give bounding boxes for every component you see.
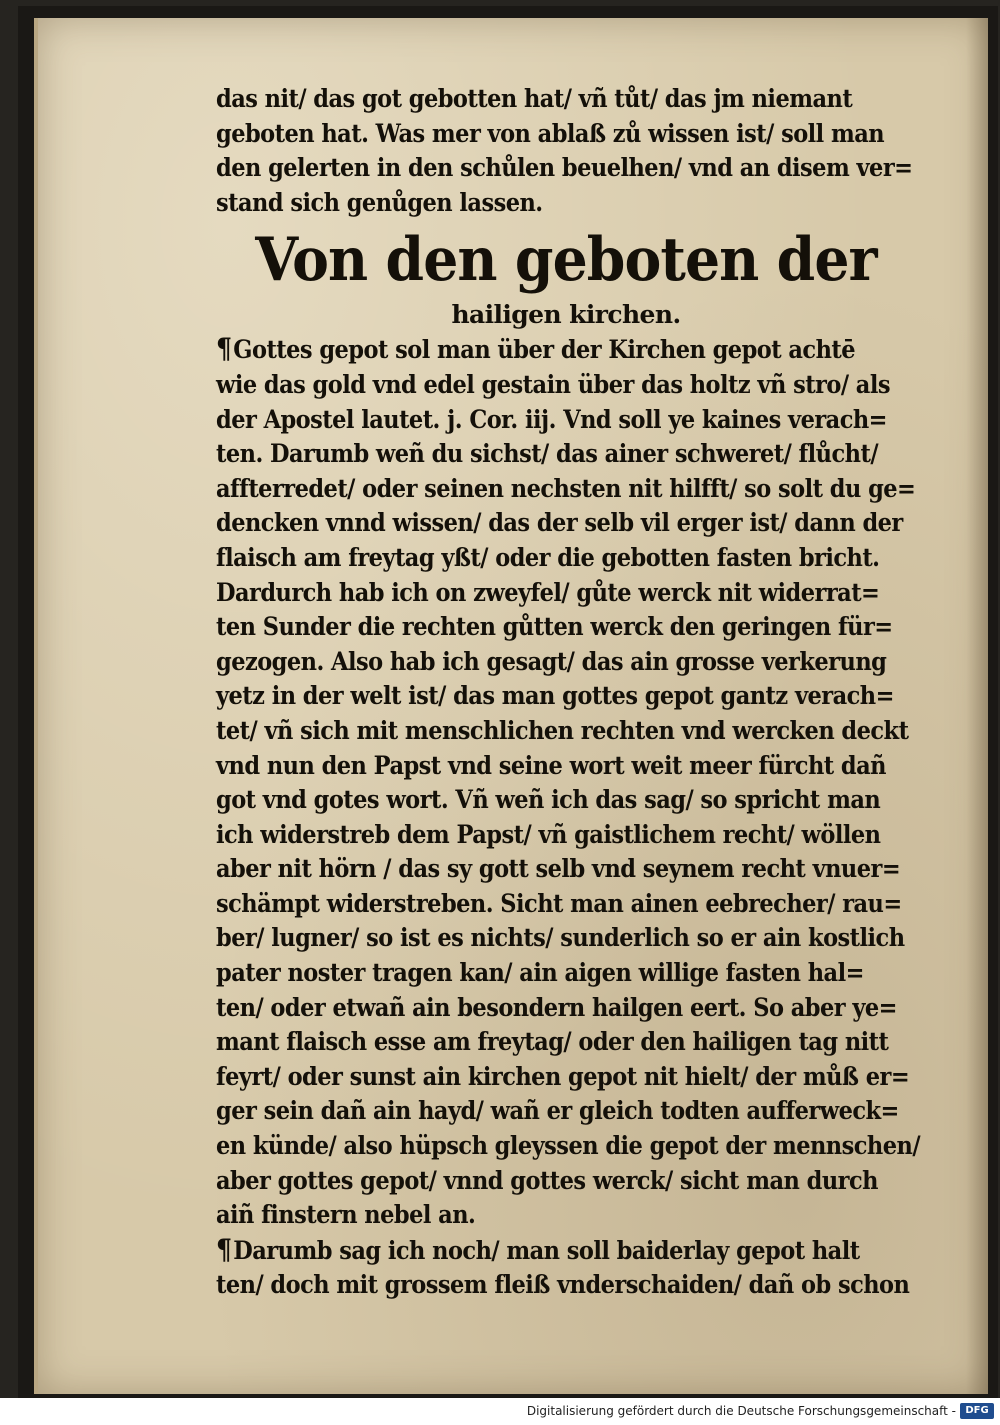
text-line: got vnd gotes wort. Vñ weñ ich das sag/ so spricht man <box>216 785 881 815</box>
text-line: ich widerstreb dem Papst/ vñ gaistlichem recht/ wöllen <box>216 819 881 849</box>
text-line: ten Sunder die rechten gůtten werck den geringen für= <box>216 612 893 642</box>
text-line: vnd nun den Papst vnd seine wort weit meer fürcht dañ <box>216 750 886 780</box>
text-line: aber gottes gepot/ vnnd gottes werck/ sicht man durch <box>216 1165 878 1195</box>
text-line: schämpt widerstreben. Sicht man ainen eebrecher/ rau= <box>216 888 902 918</box>
section-heading: Von den geboten der <box>255 225 877 296</box>
text-line: das nit/ das got gebotten hat/ vñ tůt/ das jm niemant <box>216 84 853 113</box>
text-line: feyrt/ oder sunst ain kirchen gepot nit hielt/ der můß er= <box>216 1061 910 1091</box>
text-line: gezogen. Also hab ich gesagt/ das ain grosse verkerung <box>216 646 887 676</box>
paragraph-1 <box>216 332 921 1232</box>
text-line: geboten hat. Was mer von ablaß zů wissen ist/ soll man <box>216 118 885 148</box>
text-line: aber nit hörn / das sy gott selb vnd seynem recht vnuer= <box>216 854 901 884</box>
text-line: ¶Darumb sag ich noch/ man soll baiderlay gepot halt <box>216 1232 860 1266</box>
text-line: stand sich genůgen lassen. <box>216 187 543 217</box>
text-line: ten/ oder etwañ ain besondern hailgen eert. So aber ye= <box>216 992 897 1022</box>
dfg-logo: DFG <box>960 1403 994 1419</box>
text-line: ten/ doch mit grossem fleiß vnderschaiden/ dañ ob schon <box>216 1270 910 1300</box>
text-line: ten. Darumb weñ du sichst/ das ainer schweret/ flůcht/ <box>216 439 879 469</box>
top-lines <box>216 82 916 220</box>
text-line: ger sein dañ ain hayd/ wañ er gleich todten aufferweck= <box>216 1096 899 1126</box>
text-line: dencken vnnd wissen/ das der selb vil erger ist/ dann der <box>216 508 903 538</box>
text-line: ber/ lugner/ so ist es nichts/ sunderlich so er ain kostlich <box>216 923 905 953</box>
section-subheading: hailigen kirchen. <box>451 300 681 330</box>
text-line: aiñ finstern nebel an. <box>216 1200 476 1230</box>
funding-notice: Digitalisierung gefördert durch die Deutsche Forschungsgemeinschaft - <box>526 1404 956 1418</box>
text-block <box>216 82 921 1303</box>
text-line: den gelerten in den schůlen beuelhen/ vnd an disem ver= <box>216 153 913 183</box>
text-line: wie das gold vnd edel gestain über das holtz vñ stro/ als <box>216 369 890 399</box>
pilcrow-icon: ¶ <box>216 1232 232 1266</box>
page-edge <box>966 18 988 1394</box>
text-line: der Apostel lautet. j. Cor. iij. Vnd soll ye kaines verach= <box>216 404 887 434</box>
paragraph-2 <box>216 1233 916 1303</box>
text-line: mant flaisch esse am freytag/ oder den hailigen tag nitt <box>216 1027 889 1057</box>
footer-bar <box>0 1398 1000 1425</box>
text-line: flaisch am freytag yßt/ oder die gebotten fasten bricht. <box>216 542 880 572</box>
text-line: en künde/ also hüpsch gleyssen die gepot der mennschen/ <box>216 1131 921 1161</box>
text-line: affterredet/ oder seinen nechsten nit hilfft/ so solt du ge= <box>216 473 916 503</box>
text-line: ¶Gottes gepot sol man über der Kirchen gepot achtē <box>216 332 856 366</box>
text-line: Dardurch hab ich on zweyfel/ gůte werck nit widerrat= <box>216 577 880 607</box>
text-line: yetz in der welt ist/ das man gottes gepot gantz verach= <box>216 681 894 711</box>
text-line: pater noster tragen kan/ ain aigen willige fasten hal= <box>216 958 864 988</box>
text-line: tet/ vñ sich mit menschlichen rechten vnd wercken deckt <box>216 715 909 745</box>
pilcrow-icon: ¶ <box>216 332 232 366</box>
